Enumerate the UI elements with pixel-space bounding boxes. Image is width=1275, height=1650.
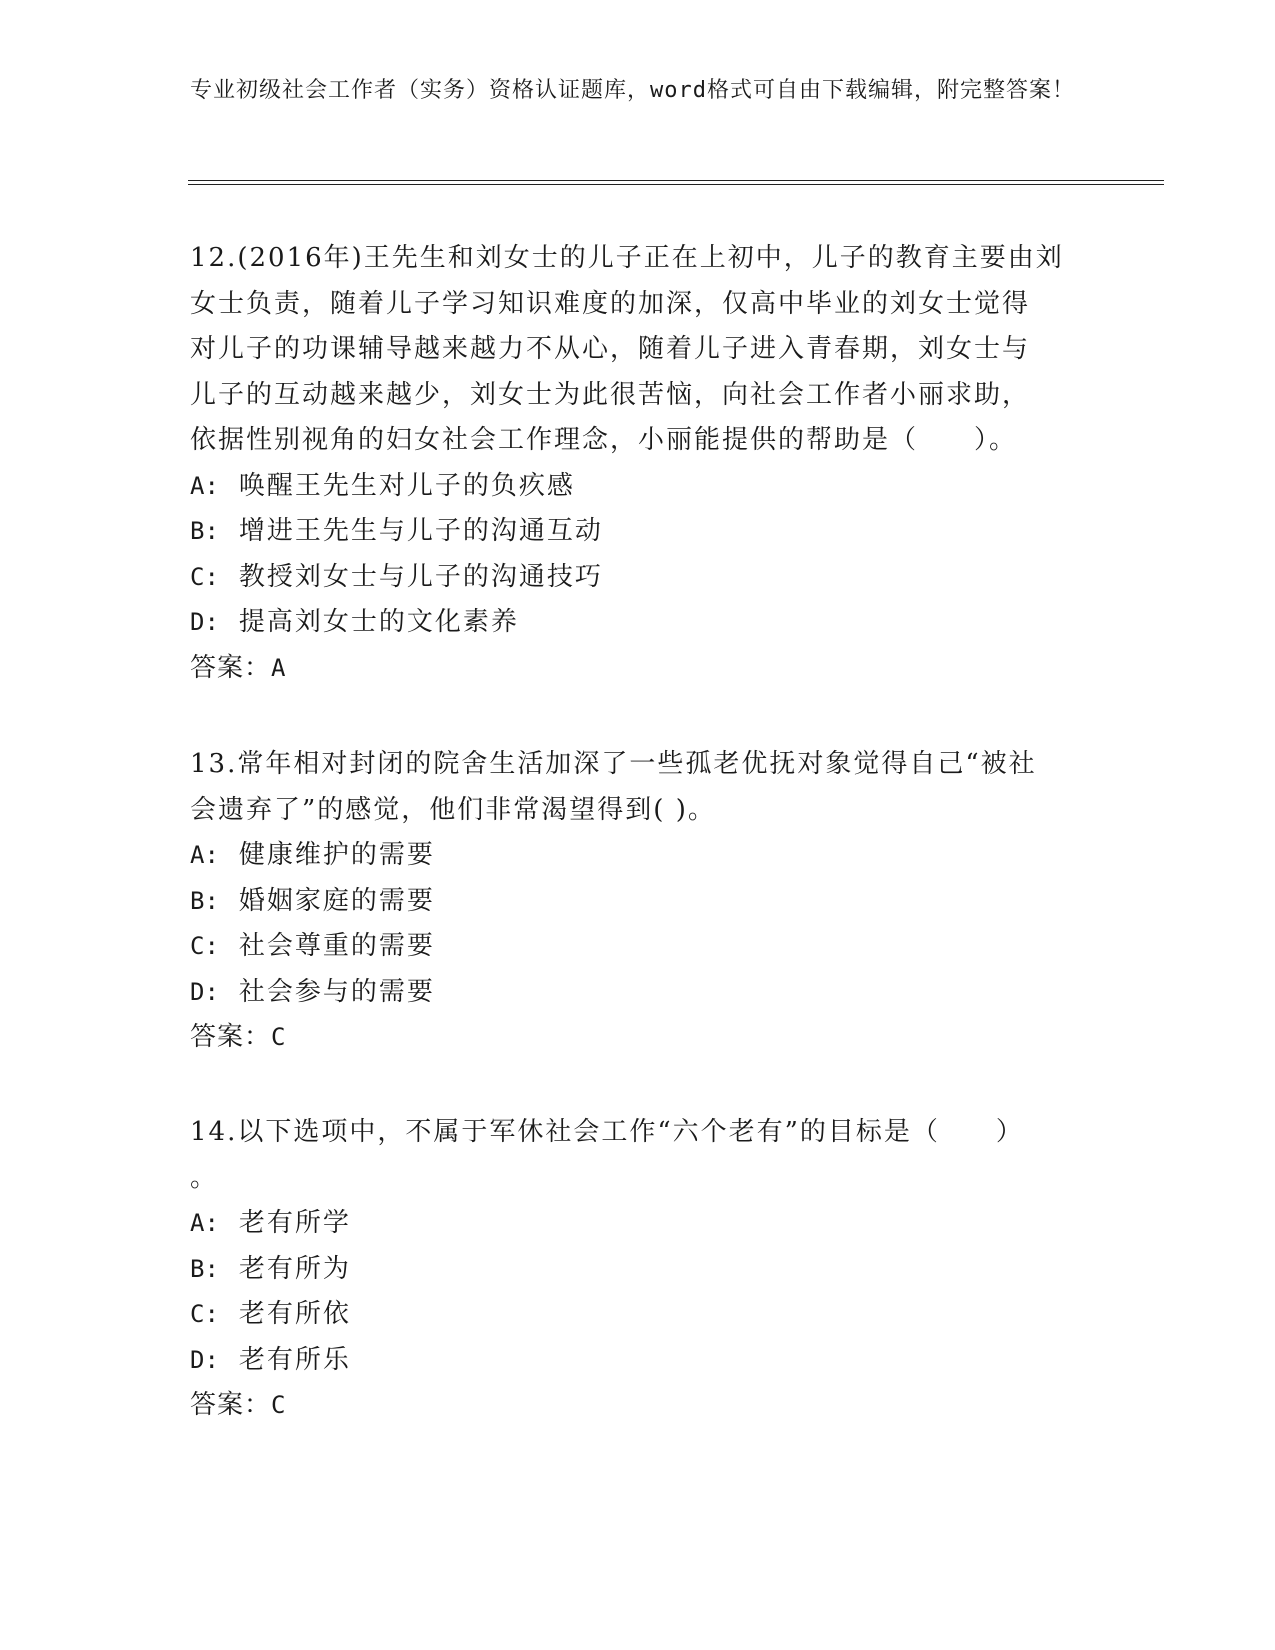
option-d: [190, 970, 1110, 1016]
answer-line: [190, 646, 1110, 692]
option-text: 老有所为: [238, 1253, 351, 1284]
option-d: [190, 1338, 1110, 1384]
option-key: A:: [190, 841, 219, 869]
header-divider: [188, 180, 1164, 181]
question-line: 12.(2016年)王先生和刘女士的儿子正在上初中，儿子的教育主要由刘: [190, 243, 1064, 273]
question-line: 女士负责，随着儿子学习知识难度的加深，仅高中毕业的刘女士觉得: [190, 288, 1031, 319]
answer-label: 答案：: [190, 1022, 272, 1052]
option-text: 增进王先生与儿子的沟通互动: [238, 516, 603, 546]
answer-line: [190, 1015, 1110, 1061]
option-d: [190, 600, 1110, 646]
header-divider-second: [188, 184, 1164, 185]
option-text: 教授刘女士与儿子的沟通技巧: [238, 561, 603, 592]
option-b: [190, 1247, 1110, 1293]
option-text: 婚姻家庭的需要: [238, 885, 435, 916]
option-key: A:: [190, 471, 219, 500]
option-c: [190, 555, 1110, 601]
option-key: A:: [190, 1209, 219, 1237]
option-key: C:: [190, 932, 219, 960]
question-13: [190, 742, 1110, 1061]
option-c: [190, 924, 1110, 970]
question-line: 儿子的互动越来越少，刘女士为此很苦恼，向社会工作者小丽求助，: [190, 379, 1031, 410]
option-a: [190, 464, 1110, 510]
option-b: [190, 879, 1110, 925]
option-text: 提高刘女士的文化素养: [238, 607, 519, 637]
header-note: 专业初级社会工作者（实务）资格认证题库，word格式可自由下载编辑，附完整答案！: [190, 78, 1075, 103]
question-12: [190, 236, 1110, 691]
option-text: 健康维护的需要: [238, 840, 435, 870]
answer-value: C: [271, 1023, 287, 1051]
option-text: 老有所乐: [238, 1344, 351, 1375]
option-key: D:: [190, 1345, 219, 1374]
option-text: 老有所依: [238, 1299, 351, 1329]
option-b: [190, 509, 1110, 555]
answer-line: [190, 1383, 1110, 1429]
answer-label: 答案：: [190, 652, 272, 683]
answer-label: 答案：: [190, 1390, 272, 1420]
question-line: 。: [190, 1162, 219, 1193]
option-key: B:: [190, 886, 219, 915]
option-text: 唤醒王先生对儿子的负疚感: [238, 470, 575, 501]
option-key: D:: [190, 608, 219, 636]
option-text: 社会尊重的需要: [238, 931, 435, 961]
question-line: 会遗弃了”的感觉，他们非常渴望得到( )。: [190, 794, 716, 825]
answer-value: C: [271, 1391, 287, 1419]
option-key: C:: [190, 562, 219, 591]
option-key: C:: [190, 1300, 219, 1328]
option-key: D:: [190, 977, 219, 1006]
question-line: 对儿子的功课辅导越来越力不从心，随着儿子进入青春期，刘女士与: [190, 334, 1031, 364]
option-a: [190, 1201, 1110, 1247]
question-line: 13.常年相对封闭的院舍生活加深了一些孤老优抚对象觉得自己“被社: [190, 749, 1037, 779]
answer-value: A: [271, 653, 287, 682]
question-14: [190, 1110, 1110, 1429]
option-key: B:: [190, 517, 219, 545]
option-key: B:: [190, 1254, 219, 1283]
question-line: 14.以下选项中，不属于军休社会工作“六个老有”的目标是（ ）: [190, 1117, 1024, 1147]
question-line: 依据性别视角的妇女社会工作理念，小丽能提供的帮助是（ ）。: [190, 425, 1018, 455]
option-c: [190, 1292, 1110, 1338]
option-text: 老有所学: [238, 1208, 351, 1238]
option-a: [190, 833, 1110, 879]
option-text: 社会参与的需要: [238, 976, 435, 1007]
